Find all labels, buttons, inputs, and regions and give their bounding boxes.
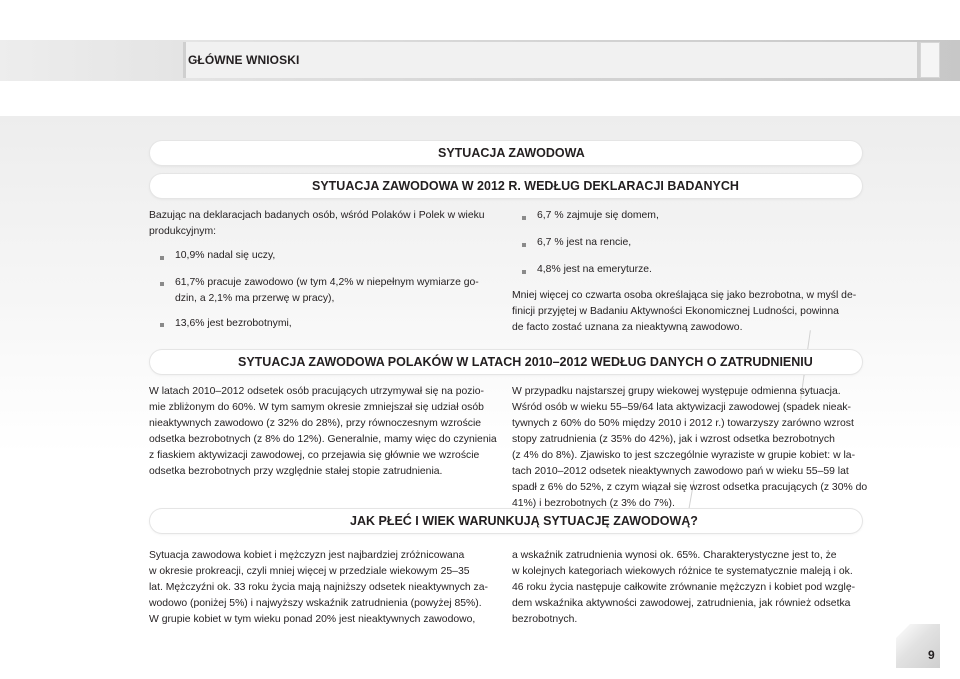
- text-line: lat. Mężczyźni ok. 33 roku życia mają najniższy odsetek nieaktywnych za-: [149, 582, 488, 593]
- text-line: 13,6% jest bezrobotnymi,: [175, 318, 292, 329]
- text-line: Wśród osób w wieku 55–59/64 lata aktywizacji zawodowej (spadek nieak-: [512, 402, 852, 413]
- list-item: [537, 262, 652, 278]
- text-line: finicji przyjętej w Badaniu Aktywności Ekonomicznej Ludności, powinna: [512, 306, 839, 317]
- bullet-icon: [522, 216, 526, 220]
- intro-paragraph: [149, 208, 509, 240]
- text-line: tywnych z 60% do 50% między 2010 i 2012 r.) towarzyszy zarówno wzrost: [512, 418, 854, 429]
- text-line: 46 roku życia następuje całkowite zrównanie mężczyzn i kobiet pod wzglę-: [512, 582, 856, 593]
- text-line: w okresie prokreacji, czyli mniej więcej w przedziale wiekowym 25–35: [149, 566, 470, 577]
- text-line: de facto zostać uznana za nieaktywną zawodowo.: [512, 322, 743, 333]
- bullet-icon: [160, 256, 164, 260]
- section-heading-pill: [150, 141, 862, 165]
- text-line: nieaktywnych zawodowo (z 32% do 28%), przy równoczesnym wzroście: [149, 418, 482, 429]
- section-subheading: SYTUACJA ZAWODOWA W 2012 R. WEDŁUG DEKLARACJI BADANYCH: [312, 179, 739, 193]
- unemployment-note-paragraph: [512, 288, 870, 336]
- section-subheading-pill: [150, 174, 862, 198]
- bullet-icon: [160, 282, 164, 286]
- page-number: 9: [928, 648, 935, 662]
- list-item: [537, 235, 631, 251]
- employment-paragraph-right: [512, 384, 870, 512]
- text-line: odsetka bezrobotnych przy względnie stałej stopie zatrudnienia.: [149, 466, 443, 477]
- text-line: Mniej więcej co czwarta osoba określająca się jako bezrobotna, w myśl de-: [512, 290, 857, 301]
- text-line: 6,7 % zajmuje się domem,: [537, 210, 659, 221]
- text-line: 4,8% jest na emeryturze.: [537, 264, 652, 275]
- section-heading-pill: [150, 350, 862, 374]
- header-corner-box: [920, 42, 940, 78]
- text-line: z fiaskiem aktywizacji zawodowej, co przejawia się głównie we wzroście: [149, 450, 480, 461]
- text-line: w kolejnych kategoriach wiekowych różnice te systematycznie maleją i ok.: [512, 566, 853, 577]
- page-corner-fold: [896, 624, 910, 638]
- section-heading-pill: [150, 509, 862, 533]
- list-item: [175, 275, 505, 307]
- bullet-icon: [522, 270, 526, 274]
- header-label-box: [183, 42, 920, 78]
- text-line: dem wskaźnika aktywności zawodowej, zatrudnienia, jak również odsetka: [512, 598, 851, 609]
- text-line: 10,9% nadal się uczy,: [175, 250, 276, 261]
- page-title: GŁÓWNE WNIOSKI: [188, 53, 300, 67]
- list-item: [537, 208, 659, 224]
- bullet-icon: [522, 243, 526, 247]
- text-line: W przypadku najstarszej grupy wiekowej występuje odmienna sytuacja.: [512, 386, 841, 397]
- text-line: Bazując na deklaracjach badanych osób, wśród Polaków i Polek w wieku: [149, 210, 485, 221]
- text-line: stopy zatrudnienia (z 35% do 42%), jak i wzrost odsetka bezrobotnych: [512, 434, 835, 445]
- text-line: 61,7% pracuje zawodowo (w tym 4,2% w niepełnym wymiarze go-: [175, 277, 479, 288]
- text-line: (z 4% do 8%). Zjawisko to jest szczególnie wyraziste w grupie kobiet: w la-: [512, 450, 856, 461]
- text-line: mie zbliżonym do 60%. W tym samym okresie zmniejszał się udział osób: [149, 402, 484, 413]
- section-heading: SYTUACJA ZAWODOWA POLAKÓW W LATACH 2010–2012 WEDŁUG DANYCH O ZATRUDNIENIU: [238, 355, 813, 369]
- text-line: odsetka bezrobotnych (z 8% do 12%). Generalnie, mamy więc do czynienia: [149, 434, 497, 445]
- gender-age-paragraph-left: [149, 548, 499, 628]
- gender-age-paragraph-right: [512, 548, 870, 628]
- section-heading: JAK PŁEĆ I WIEK WARUNKUJĄ SYTUACJĘ ZAWODOWĄ?: [350, 514, 698, 528]
- section-heading: SYTUACJA ZAWODOWA: [438, 146, 585, 160]
- text-line: 6,7 % jest na rencie,: [537, 237, 632, 248]
- text-line: 41%) i bezrobotnych (z 3% do 7%).: [512, 498, 675, 509]
- text-line: W latach 2010–2012 odsetek osób pracujących utrzymywał się na pozio-: [149, 386, 484, 397]
- text-line: tach 2010–2012 odsetek nieaktywnych zawodowo pań w wieku 55–59 lat: [512, 466, 849, 477]
- text-line: Sytuacja zawodowa kobiet i mężczyzn jest najbardziej zróżnicowana: [149, 550, 465, 561]
- text-line: produkcyjnym:: [149, 226, 216, 237]
- text-line: wodowo (poniżej 5%) i najwyższy wskaźnik zatrudnienia (powyżej 85%).: [149, 598, 482, 609]
- list-item: [175, 316, 292, 332]
- text-line: dzin, a 2,1% ma przerwę w pracy),: [175, 293, 335, 304]
- list-item: [175, 248, 275, 264]
- text-line: bezrobotnych.: [512, 614, 578, 625]
- text-line: spadł z 6% do 52%, z czym wiązał się wzrost odsetka pracujących (z 30% do: [512, 482, 868, 493]
- text-line: a wskaźnik zatrudnienia wynosi ok. 65%. Charakterystyczne jest to, że: [512, 550, 837, 561]
- bullet-icon: [160, 323, 164, 327]
- employment-paragraph-left: [149, 384, 499, 480]
- text-line: W grupie kobiet w tym wieku ponad 20% jest nieaktywnych zawodowo,: [149, 614, 476, 625]
